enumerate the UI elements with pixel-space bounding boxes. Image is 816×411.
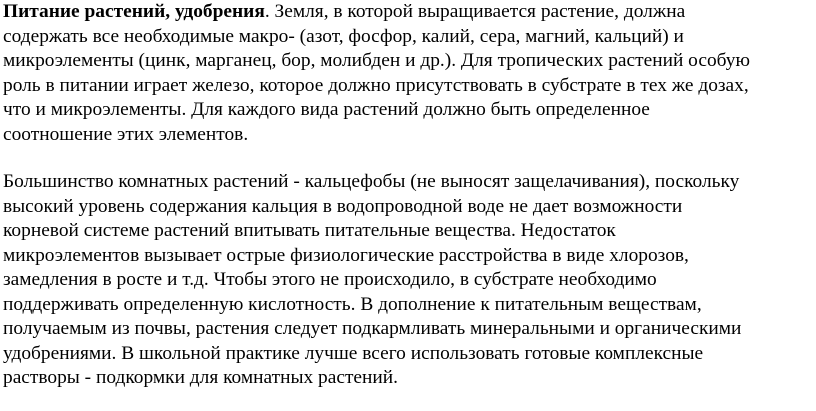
text-line: соотношение этих элементов.	[3, 123, 249, 145]
text-line: содержать все необходимые макро- (азот, фосфор, калий, сера, магний, кальций) и	[3, 25, 684, 47]
paragraph-calcium-and-fertilizers	[3, 170, 813, 391]
text-line: корневой системе растений впитывать питательные вещества. Недостаток	[3, 220, 616, 241]
text-line: что и микроэлементы. Для каждого вида растений должно быть определенное	[3, 99, 650, 120]
text-line: Большинство комнатных растений - кальцефобы (не выносят защелачивания), поскольку	[3, 171, 740, 192]
section-heading: Питание растений, удобрения	[3, 1, 265, 22]
text-line: получаемым из почвы, растения следует подкармливать минеральными и органическими	[3, 318, 742, 339]
text-line: растворы - подкормки для комнатных растений.	[3, 367, 399, 388]
text-line	[3, 0, 813, 25]
text-line: микроэлементы (цинк, марганец, бор, молибден и др.). Для тропических растений особую	[3, 50, 750, 71]
text-line: поддерживать определенную кислотность. В дополнение к питательным веществам,	[3, 293, 702, 315]
text-line: высокий уровень содержания кальция в водопроводной воде не дает возможности	[3, 195, 683, 217]
text-line: роль в питании играет железо, которое должно присутствовать в субстрате в тех же дозах,	[3, 74, 749, 96]
text-line: удобрениями. В школьной практике лучше всего использовать готовые комплексные	[3, 342, 704, 364]
text-line: микроэлементов вызывает острые физиологические расстройства в виде хлорозов,	[3, 244, 689, 266]
paragraph-plant-nutrition	[3, 0, 813, 147]
text-run: . Земля, в которой выращивается растение, должна	[264, 1, 686, 22]
text-line: замедления в росте и т.д. Чтобы этого не происходило, в субстрате необходимо	[3, 269, 657, 290]
